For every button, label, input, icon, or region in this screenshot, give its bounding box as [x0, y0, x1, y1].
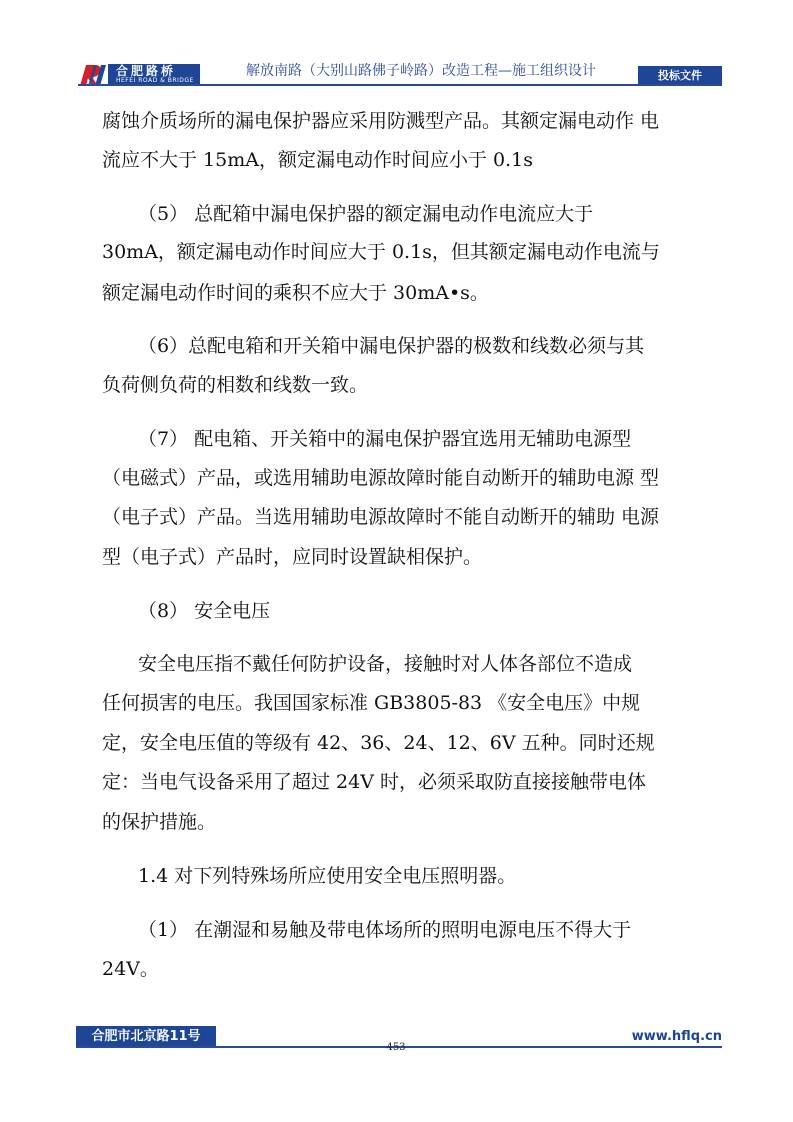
text-line: 任何损害的电压。我国国家标准 GB3805-83 《安全电压》中规 — [102, 692, 641, 714]
text-line: 定：当电气设备采用了超过 24V 时，必须采取防直接接触带电体 — [102, 771, 646, 793]
page-number: 453 — [386, 1042, 406, 1053]
document-title: 解放南路（大别山路佛子岭路）改造工程—施工组织设计 — [246, 63, 596, 79]
text-line: 额定漏电动作时间的乘积不应大于 30mA•s。 — [102, 282, 489, 304]
text-line: （电磁式）产品，或选用辅助电源故障时能自动断开的辅助电源 型 — [102, 467, 660, 489]
text-line: 流应不大于 15mA，额定漏电动作时间应小于 0.1s — [102, 149, 533, 171]
text-line: 负荷侧负荷的相数和线数一致。 — [102, 374, 369, 396]
page-header — [0, 0, 793, 96]
text-line: （1） 在潮湿和易触及带电体场所的照明电源电压不得大于 — [138, 919, 632, 941]
text-line: 定，安全电压值的等级有 42、36、24、12、6V 五种。同时还规 — [102, 732, 655, 754]
text-line: 30mA，额定漏电动作时间应大于 0.1s，但其额定漏电动作电流与 — [102, 241, 660, 263]
text-line: 型（电子式）产品时，应同时设置缺相保护。 — [102, 546, 483, 568]
text-line: 安全电压指不戴任何防护设备，接触时对人体各部位不造成 — [138, 653, 633, 675]
text-line: （8） 安全电压 — [138, 600, 271, 622]
brand-badge — [108, 64, 200, 86]
text-line: （5） 总配箱中漏电保护器的额定漏电动作电流应大于 — [138, 203, 594, 225]
footer-address: 合肥市北京路11号 — [76, 1026, 216, 1048]
text-line: 的保护措施。 — [102, 811, 217, 833]
footer-website: www.hflq.cn — [631, 1029, 722, 1044]
text-line: （电子式）产品。当选用辅助电源故障时不能自动断开的辅助 电源 — [102, 506, 660, 528]
document-type-badge: 投标文件 — [638, 66, 722, 86]
text-line: 24V。 — [102, 958, 159, 980]
text-line: （6）总配电箱和开关箱中漏电保护器的极数和线数必须与其 — [138, 335, 645, 357]
text-line: 腐蚀介质场所的漏电保护器应采用防溅型产品。其额定漏电动作 电 — [102, 110, 660, 132]
brand-name-cn: 合肥路桥 — [116, 64, 177, 78]
header-divider — [78, 84, 721, 86]
text-line: （7） 配电箱、开关箱中的漏电保护器宜选用无辅助电源型 — [138, 428, 632, 450]
text-line: 1.4 对下列特殊场所应使用安全电压照明器。 — [138, 865, 517, 887]
brand-name-en: HEFEI ROAD & BRIDGE — [116, 77, 194, 84]
